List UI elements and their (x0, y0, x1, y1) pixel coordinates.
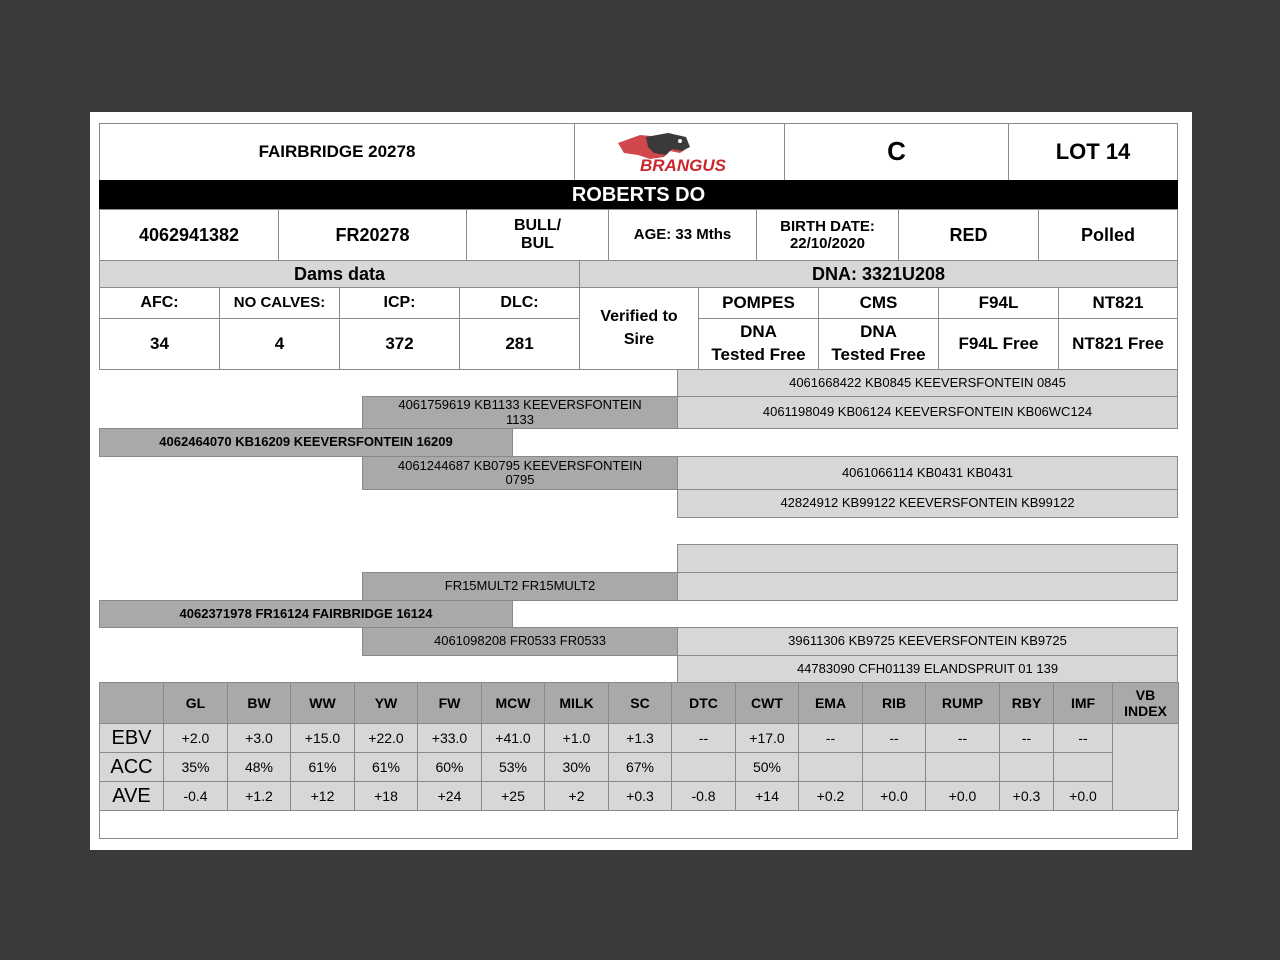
horn-status: Polled (1038, 209, 1178, 261)
sex-line1: BULL/ (513, 216, 562, 234)
dams-value-icp: 372 (339, 318, 460, 370)
ebv-cell: +0.0 (925, 781, 1000, 811)
dna-verified (579, 287, 699, 370)
ebv-cell: -- (925, 723, 1000, 753)
ebv-cell: +0.0 (862, 781, 926, 811)
brangus-logo-icon (610, 129, 750, 175)
ebv-cell: -- (798, 723, 863, 753)
lot-label (1008, 123, 1178, 181)
pedigree-dam-sire-dam (677, 572, 1178, 601)
dna-result-nt821: NT821 Free (1058, 318, 1178, 370)
ebv-cell: -- (1053, 723, 1113, 753)
ebv-row-label-ebv: EBV (99, 723, 164, 753)
dna-test-nt821: NT821 (1058, 287, 1178, 319)
pedigree-dam-dam-sire: 39611306 KB9725 KEEVERSFONTEIN KB9725 (677, 627, 1178, 656)
sex-line2: BUL (521, 235, 554, 252)
pedigree-line1: 4061244687 KB0795 KEEVERSFONTEIN (397, 457, 643, 473)
ebv-header-dtc: DTC (671, 682, 736, 724)
ebv-header-ema: EMA (798, 682, 863, 724)
ebv-cell: +22.0 (354, 723, 418, 753)
ebv-header-cwt: CWT (735, 682, 799, 724)
pedigree-sire-dam (362, 456, 678, 490)
brangus-logo (574, 123, 785, 181)
pedigree-dam-dam: 4061098208 FR0533 FR0533 (362, 627, 678, 656)
dna-title: DNA: 3321U208 (579, 260, 1178, 288)
dna-result-line2: Tested Free (831, 345, 926, 364)
ebv-cell: 60% (417, 752, 482, 782)
pedigree-dam-sire: FR15MULT2 FR15MULT2 (362, 572, 678, 601)
ebv-cell: +0.3 (999, 781, 1054, 811)
ebv-row-label-acc: ACC (99, 752, 164, 782)
ebv-cell: +0.2 (798, 781, 863, 811)
dams-value-dlc: 281 (459, 318, 580, 370)
dams-value-afc: 34 (99, 318, 220, 370)
ebv-cell (671, 752, 736, 782)
ebv-cell: 35% (163, 752, 228, 782)
ebv-cell: +2.0 (163, 723, 228, 753)
ebv-header-bw: BW (227, 682, 291, 724)
lot-card (90, 112, 1192, 850)
ebv-cell (798, 752, 863, 782)
dams-header-afc: AFC: (99, 287, 220, 319)
ebv-corner-cell (99, 682, 164, 724)
ebv-cell: +14 (735, 781, 799, 811)
ebv-cell: -- (862, 723, 926, 753)
animal-age: AGE: 33 Mths (608, 209, 757, 261)
dna-test-cms: CMS (818, 287, 939, 319)
ebv-header-yw: YW (354, 682, 418, 724)
birth-value: 22/10/2020 (789, 235, 866, 252)
birth-date (756, 209, 899, 261)
dams-header-icp: ICP: (339, 287, 460, 319)
vb-line1: VB (1135, 686, 1156, 703)
ebv-cell: +2 (544, 781, 609, 811)
animal-id: 4062941382 (99, 209, 279, 261)
ebv-cell: +24 (417, 781, 482, 811)
ebv-cell (1053, 752, 1113, 782)
ebv-cell: +1.0 (544, 723, 609, 753)
dams-title: Dams data (99, 260, 580, 288)
ebv-cell: +0.3 (608, 781, 672, 811)
animal-tag: FR20278 (278, 209, 467, 261)
dna-test-pompes: POMPES (698, 287, 819, 319)
dams-header-calves: NO CALVES: (219, 287, 340, 319)
ebv-cell: 48% (227, 752, 291, 782)
ebv-cell: +12 (290, 781, 355, 811)
ebv-cell: 50% (735, 752, 799, 782)
ebv-cell: 53% (481, 752, 545, 782)
ebv-cell (862, 752, 926, 782)
animal-colour: RED (898, 209, 1039, 261)
ebv-cell: +1.3 (608, 723, 672, 753)
ebv-cell: +3.0 (227, 723, 291, 753)
ebv-table (99, 682, 1178, 837)
ebv-cell: +18 (354, 781, 418, 811)
dams-header-dlc: DLC: (459, 287, 580, 319)
lot-prefix: LOT (1055, 139, 1100, 165)
animal-name: FAIRBRIDGE 20278 (99, 123, 575, 181)
dna-result-line1: DNA (860, 322, 897, 342)
ebv-cell: +25 (481, 781, 545, 811)
animal-sex (466, 209, 609, 261)
owner-bar: ROBERTS DO (99, 180, 1178, 210)
dna-test-f94l: F94L (938, 287, 1059, 319)
pedigree-line2: 1133 (506, 411, 534, 427)
ebv-cell: +0.0 (1053, 781, 1113, 811)
ebv-cell: 61% (290, 752, 355, 782)
ebv-cell: -0.4 (163, 781, 228, 811)
ebv-cell: +41.0 (481, 723, 545, 753)
pedigree-sire-sire-dam: 4061198049 KB06124 KEEVERSFONTEIN KB06WC124 (677, 396, 1178, 429)
pedigree-line2: 0795 (505, 472, 535, 487)
ebv-header-gl: GL (163, 682, 228, 724)
class-grade: C (784, 123, 1009, 181)
pedigree-dam: 4062371978 FR16124 FAIRBRIDGE 16124 (99, 600, 513, 628)
ebv-empty-row (99, 810, 1178, 839)
ebv-cell (999, 752, 1054, 782)
ebv-cell: -- (999, 723, 1054, 753)
ebv-cell: +17.0 (735, 723, 799, 753)
pedigree-sire-dam-dam: 42824912 KB99122 KEEVERSFONTEIN KB99122 (677, 489, 1178, 518)
ebv-cell: +15.0 (290, 723, 355, 753)
ebv-cell (925, 752, 1000, 782)
ebv-header-sc: SC (608, 682, 672, 724)
svg-text:BRANGUS: BRANGUS (639, 156, 726, 175)
ebv-cell: 67% (608, 752, 672, 782)
verified-line2: Sire (623, 330, 655, 348)
dna-result-line1: DNA (740, 322, 777, 342)
ebv-cell: -0.8 (671, 781, 736, 811)
ebv-vb-index-value (1112, 723, 1179, 811)
ebv-cell: +1.2 (227, 781, 291, 811)
vb-line2: INDEX (1124, 703, 1167, 719)
pedigree-sire-dam-sire: 4061066114 KB0431 KB0431 (677, 456, 1178, 490)
ebv-cell: 30% (544, 752, 609, 782)
ebv-cell: 61% (354, 752, 418, 782)
ebv-header-rib: RIB (862, 682, 926, 724)
dna-result-line2: Tested Free (711, 345, 806, 364)
ebv-header-vb-index (1112, 682, 1179, 724)
ebv-header-imf: IMF (1053, 682, 1113, 724)
lot-number: 14 (1105, 139, 1131, 165)
ebv-header-rump: RUMP (925, 682, 1000, 724)
ebv-cell: -- (671, 723, 736, 753)
pedigree-sire: 4062464070 KB16209 KEEVERSFONTEIN 16209 (99, 428, 513, 457)
dna-result-f94l: F94L Free (938, 318, 1059, 370)
pedigree-sire-sire-sire: 4061668422 KB0845 KEEVERSFONTEIN 0845 (677, 369, 1178, 397)
ebv-header-rby: RBY (999, 682, 1054, 724)
dams-value-calves: 4 (219, 318, 340, 370)
birth-label: BIRTH DATE: (780, 217, 875, 235)
dna-result-cms (818, 318, 939, 370)
dna-result-pompes (698, 318, 819, 370)
pedigree-dam-dam-dam: 44783090 CFH01139 ELANDSPRUIT 01 139 (677, 655, 1178, 683)
ebv-cell: +33.0 (417, 723, 482, 753)
ebv-header-fw: FW (417, 682, 482, 724)
verified-line1: Verified to (600, 308, 678, 326)
ebv-row-label-ave: AVE (99, 781, 164, 811)
ebv-header-milk: MILK (544, 682, 609, 724)
ebv-header-mcw: MCW (481, 682, 545, 724)
pedigree-sire-sire (362, 396, 678, 429)
pedigree-line1: 4061759619 KB1133 KEEVERSFONTEIN (398, 397, 642, 413)
pedigree-dam-sire-sire (677, 544, 1178, 573)
ebv-header-ww: WW (290, 682, 355, 724)
